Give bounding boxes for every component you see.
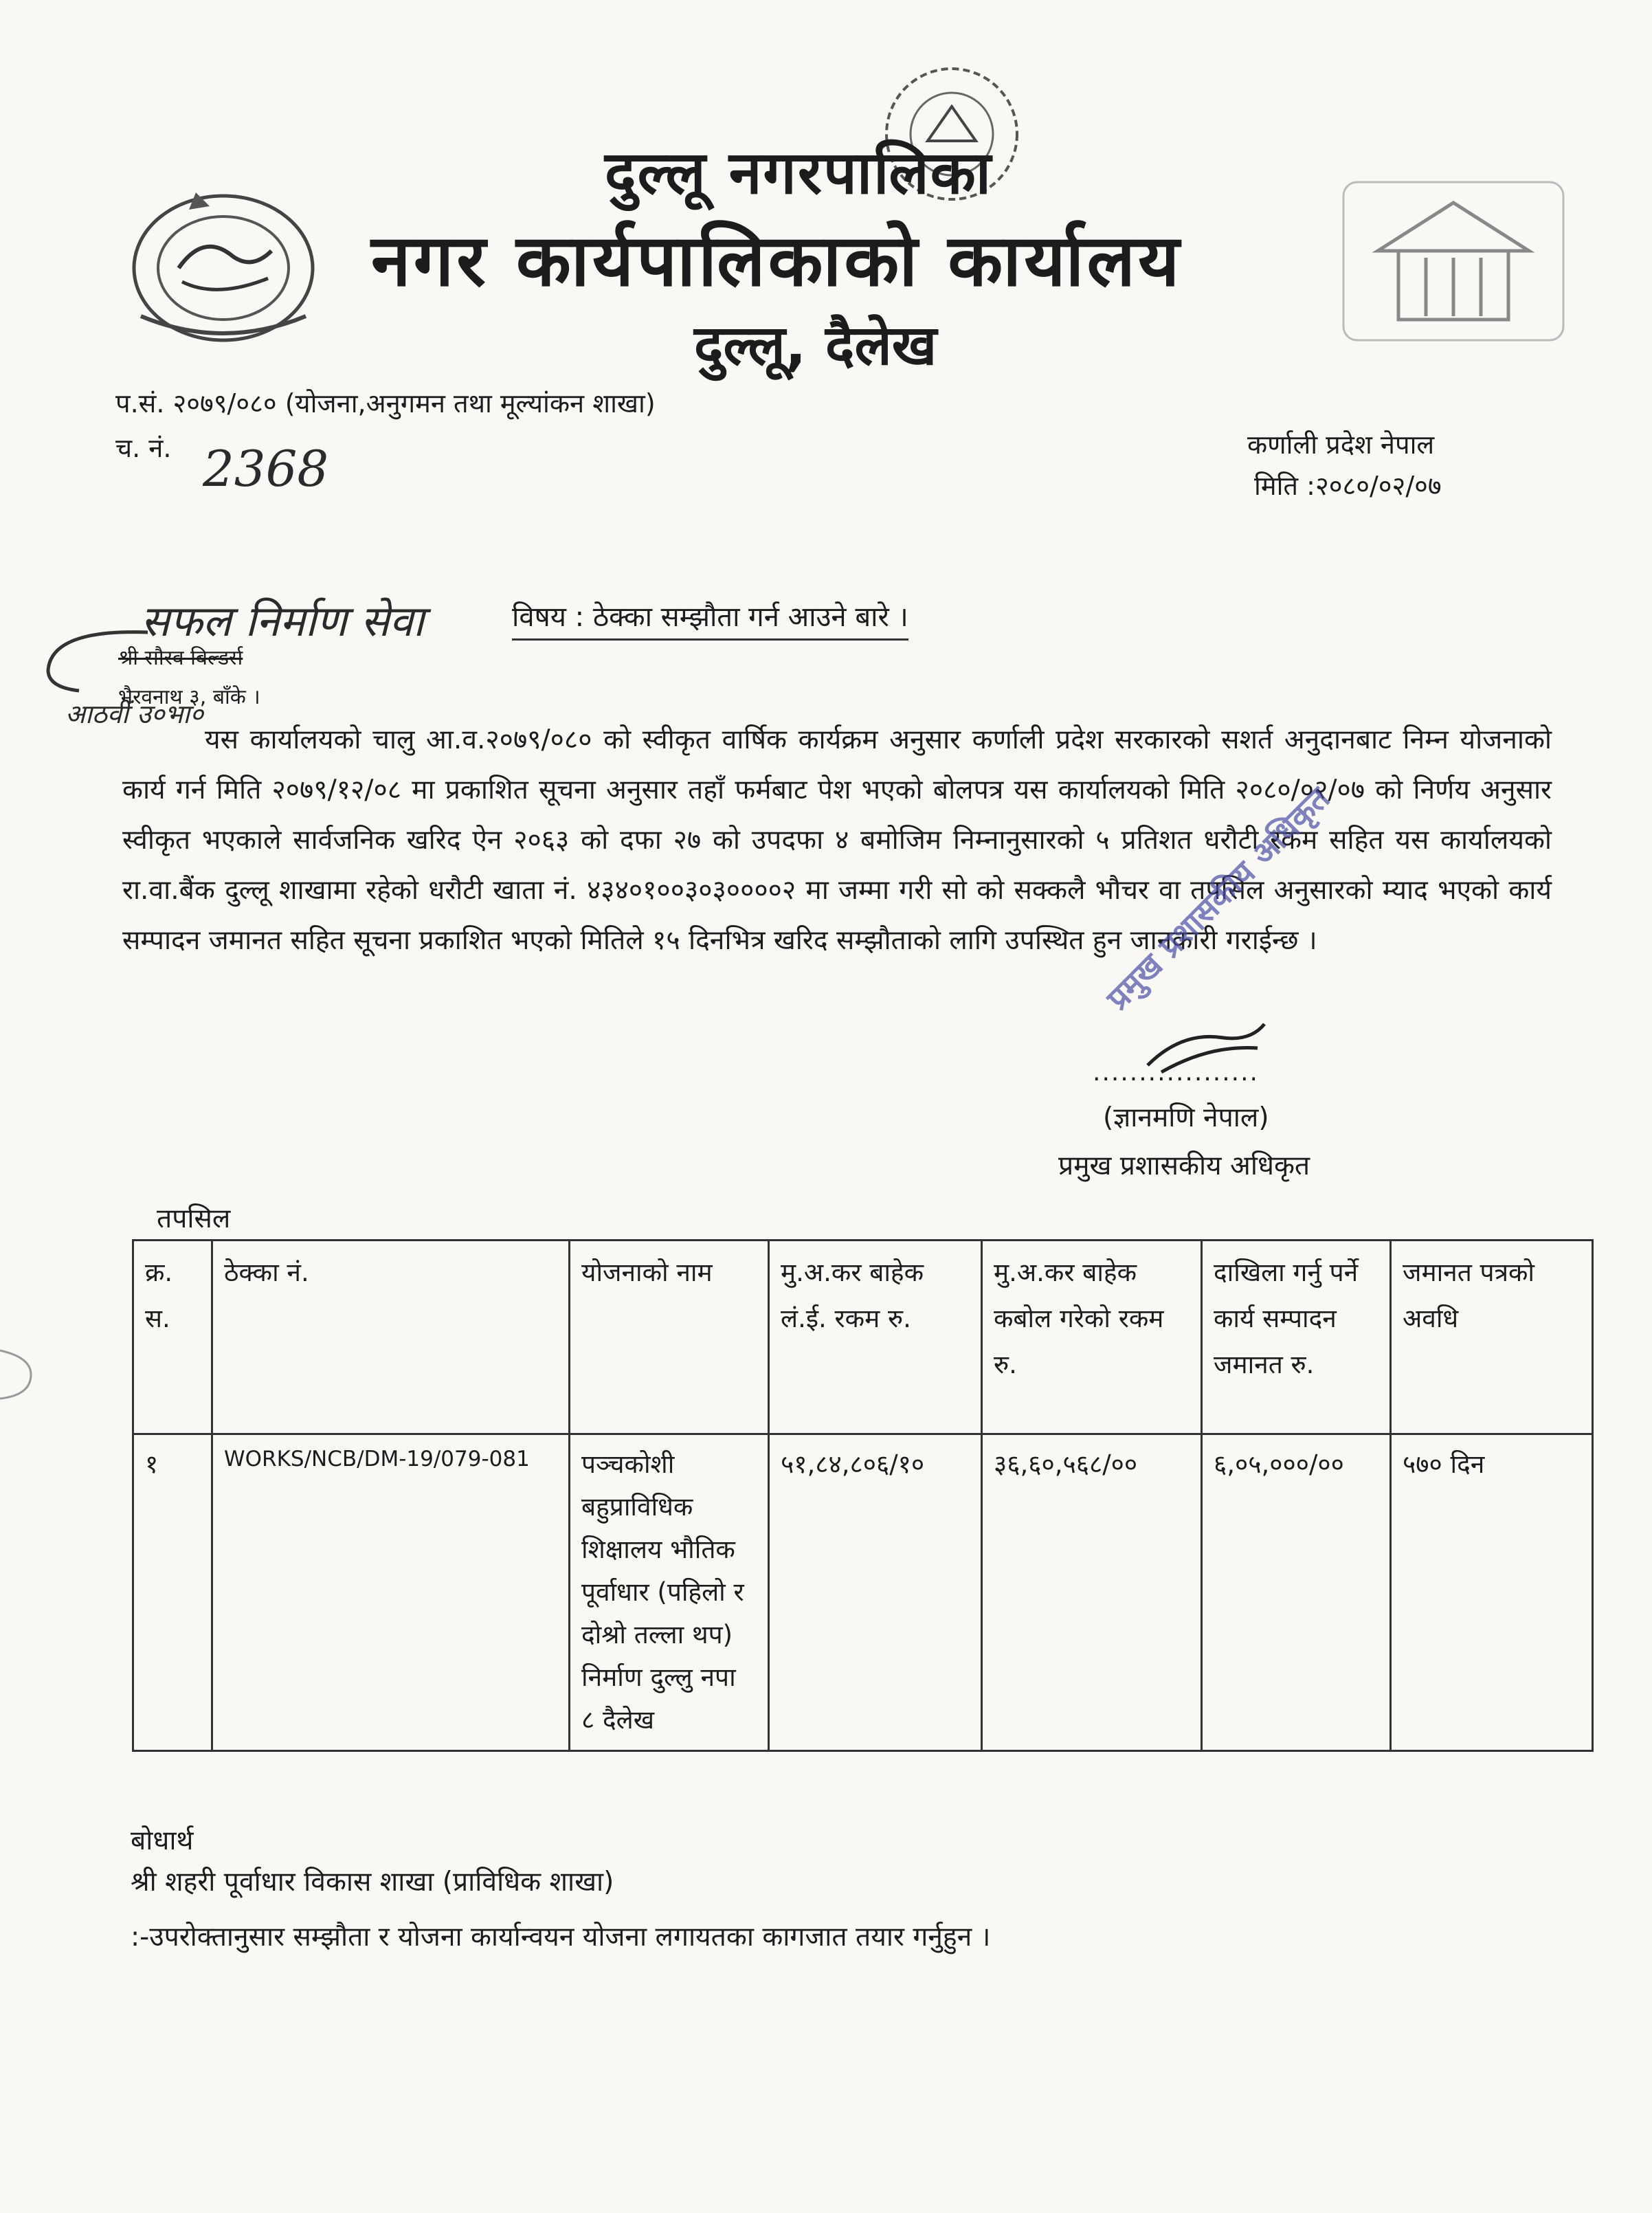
handwritten-bracket-mark <box>38 622 175 704</box>
municipality-name: दुल्लू नगरपालिका <box>605 139 993 208</box>
cell-performance-guarantee: ६,०५,०००/०० <box>1202 1434 1391 1751</box>
dispatch-number-label: च. नं. <box>115 433 172 463</box>
col-header-performance-guarantee: दाखिला गर्नु पर्ने कार्य सम्पादन जमानत रु. <box>1202 1241 1391 1434</box>
recipient-printed-name: श्री सौरव बिल्डर्स <box>118 646 243 670</box>
cell-bid-amount: ३६,६०,५६८/०० <box>982 1434 1202 1751</box>
cell-serial: १ <box>133 1434 212 1751</box>
cc-branch: श्री शहरी पूर्वाधार विकास शाखा (प्राविधिक शाखा) <box>131 1867 614 1898</box>
signatory-name: (ज्ञानमणि नेपाल) <box>1103 1102 1269 1133</box>
col-header-project-name: योजनाको नाम <box>570 1241 769 1434</box>
cell-contract-no: WORKS/NCB/DM-19/079-081 <box>212 1434 570 1751</box>
table-row <box>133 1434 1593 1751</box>
recipient-address: भैरवनाथ ३, बाँके । <box>118 685 260 709</box>
punch-hole-mark <box>0 1337 41 1412</box>
letter-reference-number: प.सं. २०७९/०८० (योजना,अनुगमन तथा मूल्यांकन शाखा) <box>115 388 656 419</box>
schedule-label: तपसिल <box>157 1203 231 1234</box>
dispatch-number: 2368 <box>203 440 329 498</box>
letter-date: मिति :२०८०/०२/०७ <box>1254 471 1442 501</box>
cc-instruction: :-उपरोक्तानुसार सम्झौता र योजना कार्यान्वयन योजना लगायतका कागजात तयार गर्नुहुन । <box>131 1922 991 1953</box>
cell-cost-estimate: ५१,८४,८०६/१० <box>769 1434 982 1751</box>
recipient-handwritten-name: सफल निर्माण सेवा <box>141 596 425 646</box>
letter-subject: विषय : ठेक्का सम्झौता गर्न आउने बारे । <box>512 597 908 641</box>
official-stamp: प्रमुख प्रशासकीय अधिकृत <box>1099 779 1337 1017</box>
recipient-handwritten-note: आठवीं उ०भा० <box>65 699 203 729</box>
nepal-emblem-icon <box>113 179 333 351</box>
province-name: कर्णाली प्रदेश नेपाल <box>1247 430 1435 460</box>
col-header-bid-amount: मु.अ.कर बाहेक कबोल गरेको रकम रु. <box>982 1241 1202 1434</box>
signature-line: .................. <box>1093 1058 1259 1087</box>
temple-logo-icon <box>1337 175 1570 347</box>
col-header-guarantee-period: जमानत पत्रको अवधि <box>1391 1241 1593 1434</box>
col-header-contract-no: ठेक्का नं. <box>212 1241 570 1434</box>
col-header-cost-estimate: मु.अ.कर बाहेक लं.ई. रकम रु. <box>769 1241 982 1434</box>
cell-project-name: पञ्चकोशी बहुप्राविधिक शिक्षालय भौतिक पूर्वाधार (पहिलो र दोश्रो तल्ला थप) निर्माण दुल्लु नपा ८ दैलेख <box>570 1434 769 1751</box>
letter-body: यस कार्यालयको चालु आ.व.२०७९/०८० को स्वीकृत वार्षिक कार्यक्रम अनुसार कर्णाली प्रदेश सरकारको सशर्त अनुदानबाट निम्न योजनाको कार्य गर्न मिति २०७९/१२/०८ मा प्रकाशित सूचना अनुसार तहाँ फर्मबाट पेश भएको बोलपत्र यस कार्यालयको मिति २०८०/०२/०७ को निर्णय अनुसार स्वीकृत भएकाले सार्वजनिक खरिद ऐन २०६३ को दफा २७ को उपदफा ४ बमोजिम निम्नानुसारको ५ प्रतिशत धरौटी रकम सहित यस कार्यालयको रा.वा.बैंक दुल्लू शाखामा रहेको धरौटी खाता नं. ४३४०१००३०३००००२ मा जम्मा गरी सो को सक्कलै भौचर वा तपसिल अनुसारको म्याद भएको कार्य सम्पादन जमानत सहित सूचना प्रकाशित भएको मितिले १५ दिनभित्र खरिद सम्झौताको लागि उपस्थित हुन जानकारी गराईन्छ । <box>122 724 1552 956</box>
cell-guarantee-period: ५७० दिन <box>1391 1434 1593 1751</box>
signatory-title: प्रमुख प्रशासकीय अधिकृत <box>1058 1150 1310 1181</box>
cc-label: बोधार्थ <box>131 1825 194 1856</box>
col-header-serial: क्र. स. <box>133 1241 212 1434</box>
office-location: दुल्लू, दैलेख <box>694 313 937 377</box>
contract-table <box>132 1239 1594 1752</box>
table-header-row <box>133 1241 1593 1434</box>
office-name: नगर कार्यपालिकाको कार्यालय <box>371 219 1183 302</box>
